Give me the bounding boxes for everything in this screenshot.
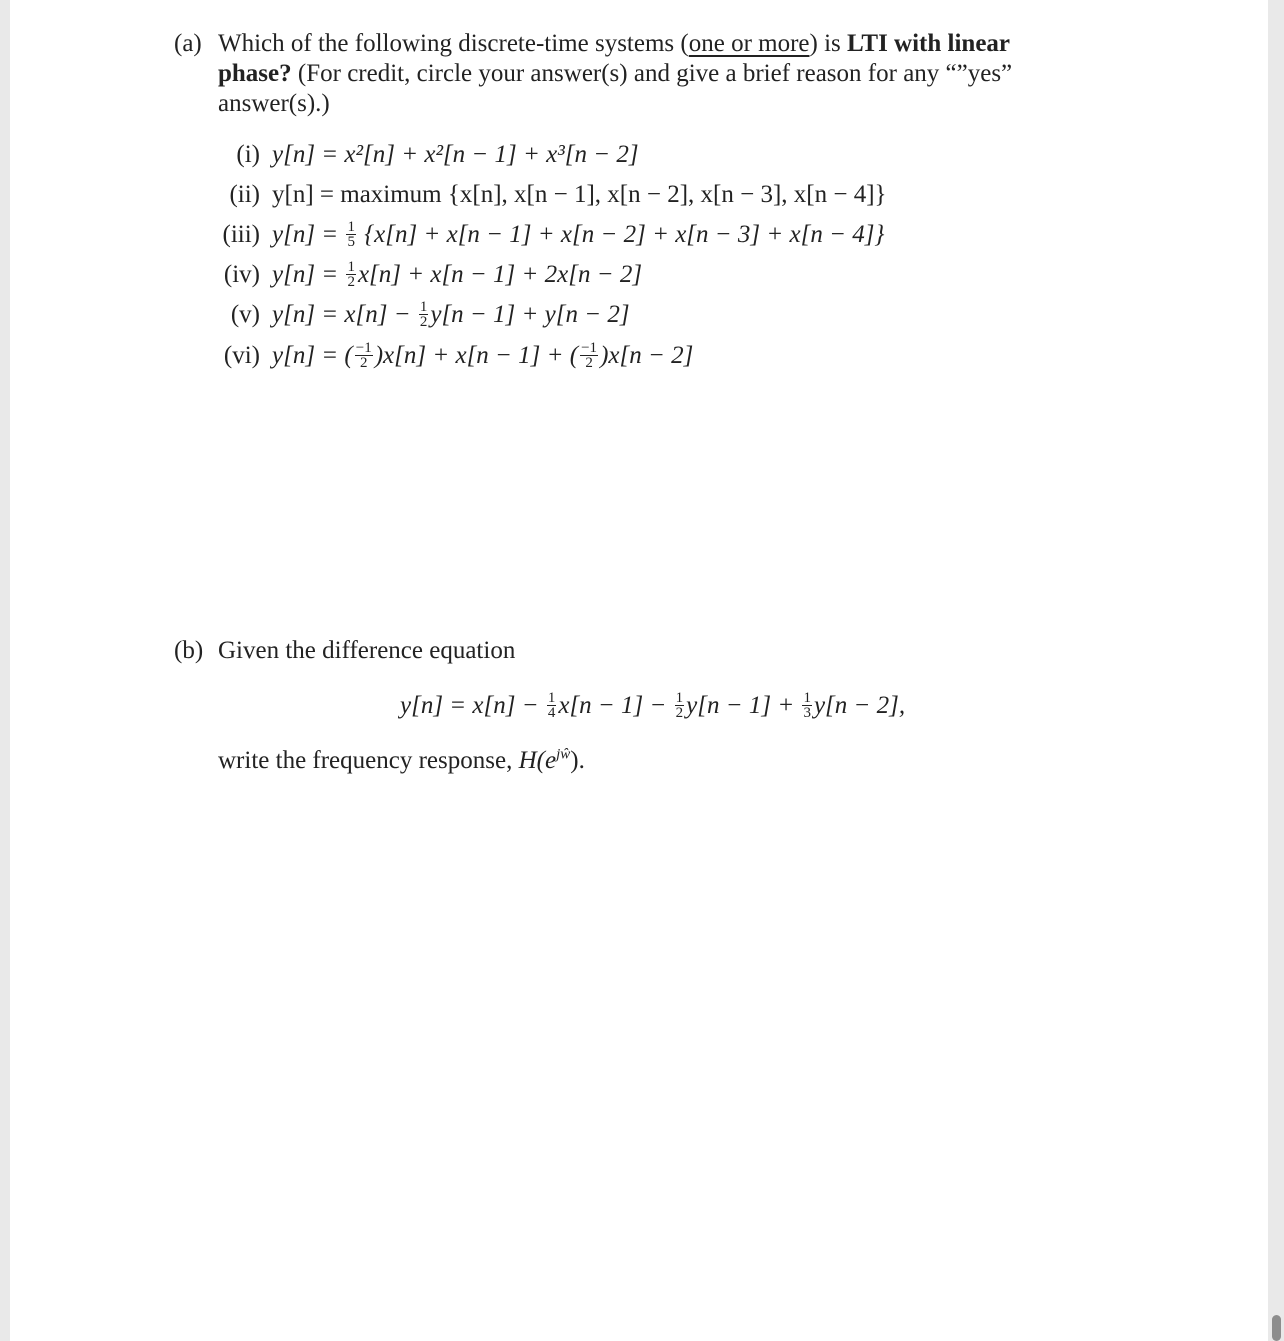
- question-text: (For credit, circle your answer(s) and give a brief reason for any “”yes”: [291, 60, 1013, 87]
- fraction-numerator: 1: [347, 258, 355, 275]
- fraction-denominator: 2: [359, 354, 368, 371]
- equation-ii: y[n] = maximum {x[n], x[n − 1], x[n − 2], x[n − 3], x[n − 4]}: [272, 181, 887, 208]
- part-a-question-line-2: [218, 59, 1012, 89]
- part-b-intro: Given the difference equation: [218, 637, 516, 664]
- equation-text: y[n − 1] +: [686, 692, 795, 719]
- fraction-numerator: −1: [355, 339, 372, 356]
- equation-text: x[n − 1] −: [558, 692, 667, 719]
- equation-iii: [272, 220, 884, 251]
- equation-text: y[n] =: [272, 261, 339, 288]
- equation-text: )x[n − 2]: [600, 342, 694, 369]
- equation-text: y[n] = x[n] −: [400, 692, 539, 719]
- fraction: [355, 341, 373, 370]
- exponent-text: jŵ: [556, 746, 571, 763]
- item-label-i: (i): [236, 141, 260, 168]
- part-a-label: (a): [174, 30, 202, 57]
- item-label-iii: (iii): [222, 221, 260, 248]
- fraction-denominator: 3: [803, 704, 811, 721]
- item-label-v: (v): [230, 301, 260, 328]
- item-label-ii: (ii): [229, 181, 260, 208]
- equation-v: [272, 300, 630, 331]
- item-label-iv: (iv): [223, 261, 260, 288]
- equation-text: y[n] = x[n] −: [272, 301, 411, 328]
- equation-text: y[n] = (: [272, 342, 353, 369]
- equation-text: y[n] =: [272, 221, 339, 248]
- fraction-numerator: 1: [803, 689, 811, 706]
- fraction-numerator: −1: [581, 339, 598, 356]
- equation-text: x[n] + x[n − 1] + 2x[n − 2]: [357, 261, 643, 288]
- fraction-numerator: 1: [547, 689, 556, 706]
- fraction-numerator: 1: [347, 218, 355, 235]
- bold-text: phase?: [218, 60, 292, 87]
- fraction: [547, 691, 557, 720]
- fraction-denominator: 2: [675, 704, 684, 721]
- item-label-vi: (vi): [223, 342, 260, 369]
- part-a-question-line-3: answer(s).): [218, 90, 330, 117]
- bold-text: LTI with linear: [847, 30, 1011, 57]
- equation-text: y[n − 1] + y[n − 2]: [430, 301, 630, 328]
- fraction: [346, 220, 356, 249]
- fraction: [419, 300, 429, 329]
- scrollbar-thumb[interactable]: [1272, 1315, 1281, 1341]
- equation-vi: [272, 341, 693, 372]
- part-a-question-line-1: [218, 29, 1010, 59]
- part-b-label: (b): [174, 637, 204, 664]
- part-b-outro: [218, 746, 585, 776]
- equation-text: {x[n] + x[n − 1] + x[n − 2] + x[n − 3] + x[n − 4]}: [364, 221, 885, 248]
- equation-text: )x[n] + x[n − 1] + (: [374, 342, 579, 369]
- difference-equation: [400, 691, 905, 722]
- outro-text: ).: [570, 747, 585, 774]
- fraction-denominator: 2: [585, 354, 593, 371]
- equation-i: y[n] = x²[n] + x²[n − 1] + x³[n − 2]: [272, 141, 639, 168]
- fraction: [580, 341, 598, 370]
- fraction-numerator: 1: [419, 298, 428, 315]
- outro-text: write the frequency response,: [218, 747, 519, 774]
- fraction-denominator: 2: [419, 313, 428, 330]
- question-text: ) is: [809, 30, 848, 57]
- document-page: [10, 0, 1268, 1341]
- transfer-function-text: H(e: [518, 747, 557, 774]
- fraction: [675, 691, 685, 720]
- fraction-denominator: 2: [347, 273, 355, 290]
- fraction: [802, 691, 812, 720]
- question-text: Which of the following discrete-time systems (: [218, 30, 689, 57]
- fraction-numerator: 1: [675, 689, 684, 706]
- underlined-text: one or more: [688, 30, 810, 57]
- fraction-denominator: 5: [347, 233, 355, 250]
- fraction-denominator: 4: [547, 704, 556, 721]
- equation-iv: [272, 260, 642, 291]
- fraction: [346, 260, 356, 289]
- equation-text: y[n − 2],: [813, 692, 906, 719]
